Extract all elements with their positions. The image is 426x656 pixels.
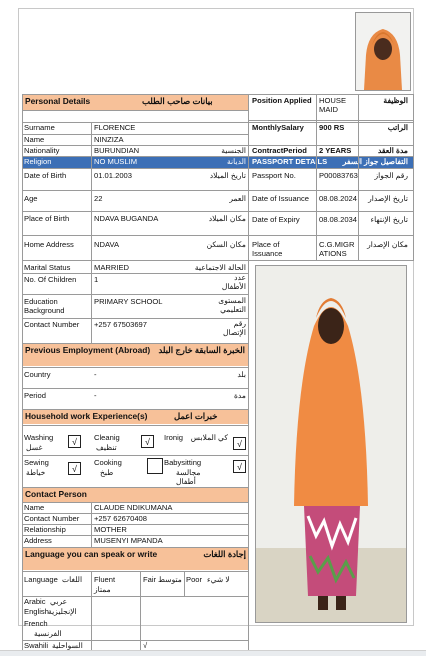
- poor-col-header: Poor: [186, 575, 203, 584]
- grid-line: [22, 388, 248, 389]
- age-label: Age: [24, 194, 38, 203]
- babysitting-label-ar: مجالسة أطفال: [176, 468, 201, 486]
- religion-label: Religion: [24, 157, 52, 166]
- contact-name-label: Name: [24, 503, 45, 512]
- issuance-date-value: 08.08.2024: [319, 194, 358, 203]
- period-label: Period: [24, 391, 46, 400]
- cooking-checkbox[interactable]: [147, 458, 163, 474]
- country-label-ar: بلد: [237, 370, 246, 379]
- household-title-ar: خبرات اعمل: [174, 411, 218, 421]
- languages-title: Language you can speak or write: [25, 549, 158, 559]
- contact-number-label: Contact Number: [24, 320, 80, 329]
- ironing-label-ar: كي الملابس: [190, 433, 228, 442]
- grid-line: [22, 168, 414, 169]
- expiry-date-label: Date of Expiry: [252, 215, 300, 224]
- grid-line: [22, 513, 248, 514]
- washing-label: Washing: [24, 433, 54, 442]
- sewing-checkbox[interactable]: √: [68, 462, 81, 475]
- nationality-label-ar: الجنسية: [221, 146, 246, 155]
- personal-details-title: Personal Details: [25, 96, 91, 106]
- cleaning-checkbox[interactable]: √: [141, 435, 154, 448]
- passport-no-label-ar: رقم الجواز: [374, 171, 408, 180]
- grid-line: [140, 571, 141, 650]
- language-col-header-ar: اللغات: [62, 575, 83, 584]
- page-bottom-bar: [0, 650, 426, 656]
- grid-line: [22, 94, 414, 95]
- issuance-place-label-ar: مكان الإصدار: [367, 240, 408, 249]
- surname-label: Surname: [24, 123, 55, 132]
- home-address-value: NDAVA: [94, 240, 120, 249]
- household-title: Household work Experience(s): [25, 411, 148, 421]
- contact-name-value: CLAUDE NDIKUMANA: [94, 503, 173, 512]
- period-label-ar: مدة: [233, 391, 246, 400]
- grid-line: [316, 94, 317, 260]
- dob-label: Date of Birth: [24, 171, 67, 180]
- passport-no-label: Passport No.: [252, 171, 296, 180]
- grid-line: [91, 571, 92, 650]
- babysitting-label: Babysitting: [164, 458, 202, 467]
- previous-employment-title: Previous Employment (Abroad): [25, 345, 151, 355]
- surname-value: FLORENCE: [94, 123, 136, 132]
- salary-label: MonthlySalary: [252, 123, 304, 132]
- full-body-photo-frame: [255, 265, 407, 623]
- contact-number-label-ar: رقم الإتصال: [223, 319, 246, 337]
- grid-line: [22, 502, 248, 503]
- pob-value: NDAVA BUGANDA: [94, 214, 159, 223]
- pob-label-ar: مكان الميلاد: [208, 214, 246, 223]
- expiry-date-value: 08.08.2034: [319, 215, 358, 224]
- marital-status-label-ar: الحالة الاجتماعية: [194, 263, 246, 272]
- children-label: No. Of Children: [24, 275, 77, 284]
- home-address-label-ar: مكان السكن: [206, 240, 246, 249]
- passport-photo-frame: [355, 12, 411, 91]
- dob-value: 01.01.2003: [94, 171, 133, 180]
- fluent-col-header-ar: ممتاز: [94, 585, 111, 594]
- grid-line: [22, 640, 248, 641]
- nationality-value: BURUNDIAN: [94, 146, 140, 155]
- french-label: French: [24, 619, 48, 628]
- issuance-place-label: Place of Issuance: [252, 240, 283, 258]
- french-label-ar: الفرنسية: [34, 629, 62, 638]
- contact-person-title: Contact Person: [25, 489, 87, 499]
- swahili-label: Swahili: [24, 641, 49, 650]
- position-label-ar: الوظيفة: [383, 96, 408, 105]
- grid-line: [358, 94, 359, 260]
- religion-label-ar: الديانة: [226, 157, 246, 166]
- ironing-label: Ironig: [164, 433, 183, 442]
- grid-line: [22, 94, 23, 650]
- contact-phone-label: Contact Number: [24, 514, 80, 523]
- contact-person-header: [22, 488, 248, 502]
- language-col-header: Language: [24, 575, 58, 584]
- grid-line: [22, 110, 248, 111]
- ironing-checkbox[interactable]: √: [233, 437, 246, 450]
- grid-line: [22, 318, 248, 319]
- grid-line: [22, 524, 248, 525]
- children-label-ar: عدد الأطفال: [221, 273, 246, 291]
- grid-line: [22, 294, 248, 295]
- grid-line: [22, 571, 248, 572]
- household-header: [22, 410, 248, 424]
- name-label: Name: [24, 135, 45, 144]
- grid-line: [413, 94, 414, 260]
- fair-col-header-ar: متوسط: [158, 575, 182, 584]
- languages-title-ar: إجادة اللغات: [203, 549, 246, 559]
- relationship-label: Relationship: [24, 525, 66, 534]
- issuance-date-label-ar: تاريخ الإصدار: [368, 194, 408, 203]
- grid-line: [184, 571, 185, 596]
- grid-line: [22, 273, 248, 274]
- contract-value: 2 YEARS: [319, 146, 352, 155]
- grid-line: [91, 122, 92, 343]
- grid-line: [248, 94, 249, 650]
- marital-status-label: Marital Status: [24, 263, 71, 272]
- grid-line: [22, 134, 248, 135]
- passport-details-title-ar: التفاصيل جواز السفر: [342, 157, 408, 166]
- expiry-date-label-ar: تاريخ الإنتهاء: [370, 215, 408, 224]
- personal-details-title-ar: بيانات صاحب الطلب: [142, 96, 213, 106]
- grid-line: [22, 535, 248, 536]
- arabic-label: Arabic: [24, 597, 46, 606]
- contact-address-label: Address: [24, 536, 52, 545]
- grid-line: [22, 409, 248, 410]
- grid-line: [22, 260, 414, 261]
- country-label: Country: [24, 370, 51, 379]
- personal-details-header: [22, 95, 248, 110]
- babysitting-checkbox[interactable]: √: [233, 460, 246, 473]
- washing-checkbox[interactable]: √: [68, 435, 81, 448]
- name-value: NINZIZA: [94, 135, 124, 144]
- contact-phone-value: +257 62670408: [94, 514, 148, 523]
- grid-line: [22, 343, 248, 344]
- poor-col-header-ar: لا شيء: [207, 575, 230, 584]
- grid-line: [22, 455, 248, 456]
- washing-label-ar: غسل: [26, 443, 43, 452]
- contract-label: ContractPeriod: [252, 146, 307, 155]
- grid-line: [22, 367, 248, 368]
- grid-line: [22, 145, 414, 146]
- period-value: -: [94, 391, 97, 400]
- sewing-label: Sewing: [24, 458, 49, 467]
- issuance-place-value: C.G.MIGRATIONS: [319, 240, 355, 258]
- fair-col-header: Fair: [143, 575, 157, 584]
- swahili-fair-mark: √: [143, 641, 148, 650]
- relationship-value: MOTHER: [94, 525, 127, 534]
- education-value: PRIMARY SCHOOL: [94, 297, 163, 306]
- contract-label-ar: مدة العقد: [377, 146, 408, 155]
- dob-label-ar: تاريخ الميلاد: [209, 171, 246, 180]
- age-label-ar: العمر: [229, 194, 246, 203]
- contact-address-value: MUSENYI MPANDA: [94, 536, 163, 545]
- issuance-date-label: Date of Issuance: [252, 194, 309, 203]
- cleaning-label-ar: تنظيف: [96, 443, 117, 452]
- country-value: -: [94, 370, 97, 379]
- arabic-label-ar: عربي: [50, 597, 68, 606]
- grid-line: [91, 502, 92, 547]
- salary-label-ar: الراتب: [387, 123, 408, 132]
- age-value: 22: [94, 194, 103, 203]
- swahili-label-ar: السواحلية: [52, 641, 83, 650]
- children-value: 1: [94, 275, 99, 284]
- previous-employment-title-ar: الخبرة السابقة خارج البلد: [158, 345, 245, 355]
- grid-line: [22, 596, 248, 597]
- grid-line: [22, 211, 414, 212]
- previous-employment-header: [22, 344, 248, 366]
- passport-no-value: P00083763: [319, 171, 358, 180]
- full-body-photo: [256, 266, 406, 622]
- education-label: Education Background: [24, 297, 65, 315]
- religion-value: NO MUSLIM: [94, 157, 138, 166]
- education-label-ar: المستوى التعليمي: [218, 296, 246, 314]
- salary-value: 900 RS: [319, 123, 345, 132]
- languages-header: [22, 548, 248, 570]
- sewing-label-ar: خياطة: [26, 468, 46, 477]
- english-label: English: [24, 607, 49, 616]
- grid-line: [22, 425, 248, 426]
- english-label-ar: الإنجليزية: [48, 607, 77, 616]
- cleaning-label: Cleanig: [94, 433, 120, 442]
- passport-details-title: PASSPORT DETAILS: [252, 157, 328, 166]
- grid-line: [22, 190, 414, 191]
- grid-line: [22, 487, 248, 488]
- passport-photo: [356, 13, 410, 90]
- position-value: HOUSE MAID: [319, 96, 347, 114]
- grid-line: [22, 122, 414, 123]
- grid-line: [22, 547, 248, 548]
- grid-line: [22, 156, 414, 157]
- grid-line: [249, 120, 414, 121]
- marital-status-value: MARRIED: [94, 263, 130, 272]
- home-address-label: Home Address: [24, 240, 74, 249]
- contact-number-value: +257 67503697: [94, 320, 148, 329]
- cooking-label-ar: طبخ: [100, 468, 114, 477]
- pob-label: Place of Birth: [24, 214, 70, 223]
- fluent-col-header: Fluent: [94, 575, 116, 584]
- cooking-label: Cooking: [94, 458, 122, 467]
- nationality-label: Nationality: [24, 146, 60, 155]
- grid-line: [22, 235, 414, 236]
- position-label: Position Applied: [252, 96, 312, 105]
